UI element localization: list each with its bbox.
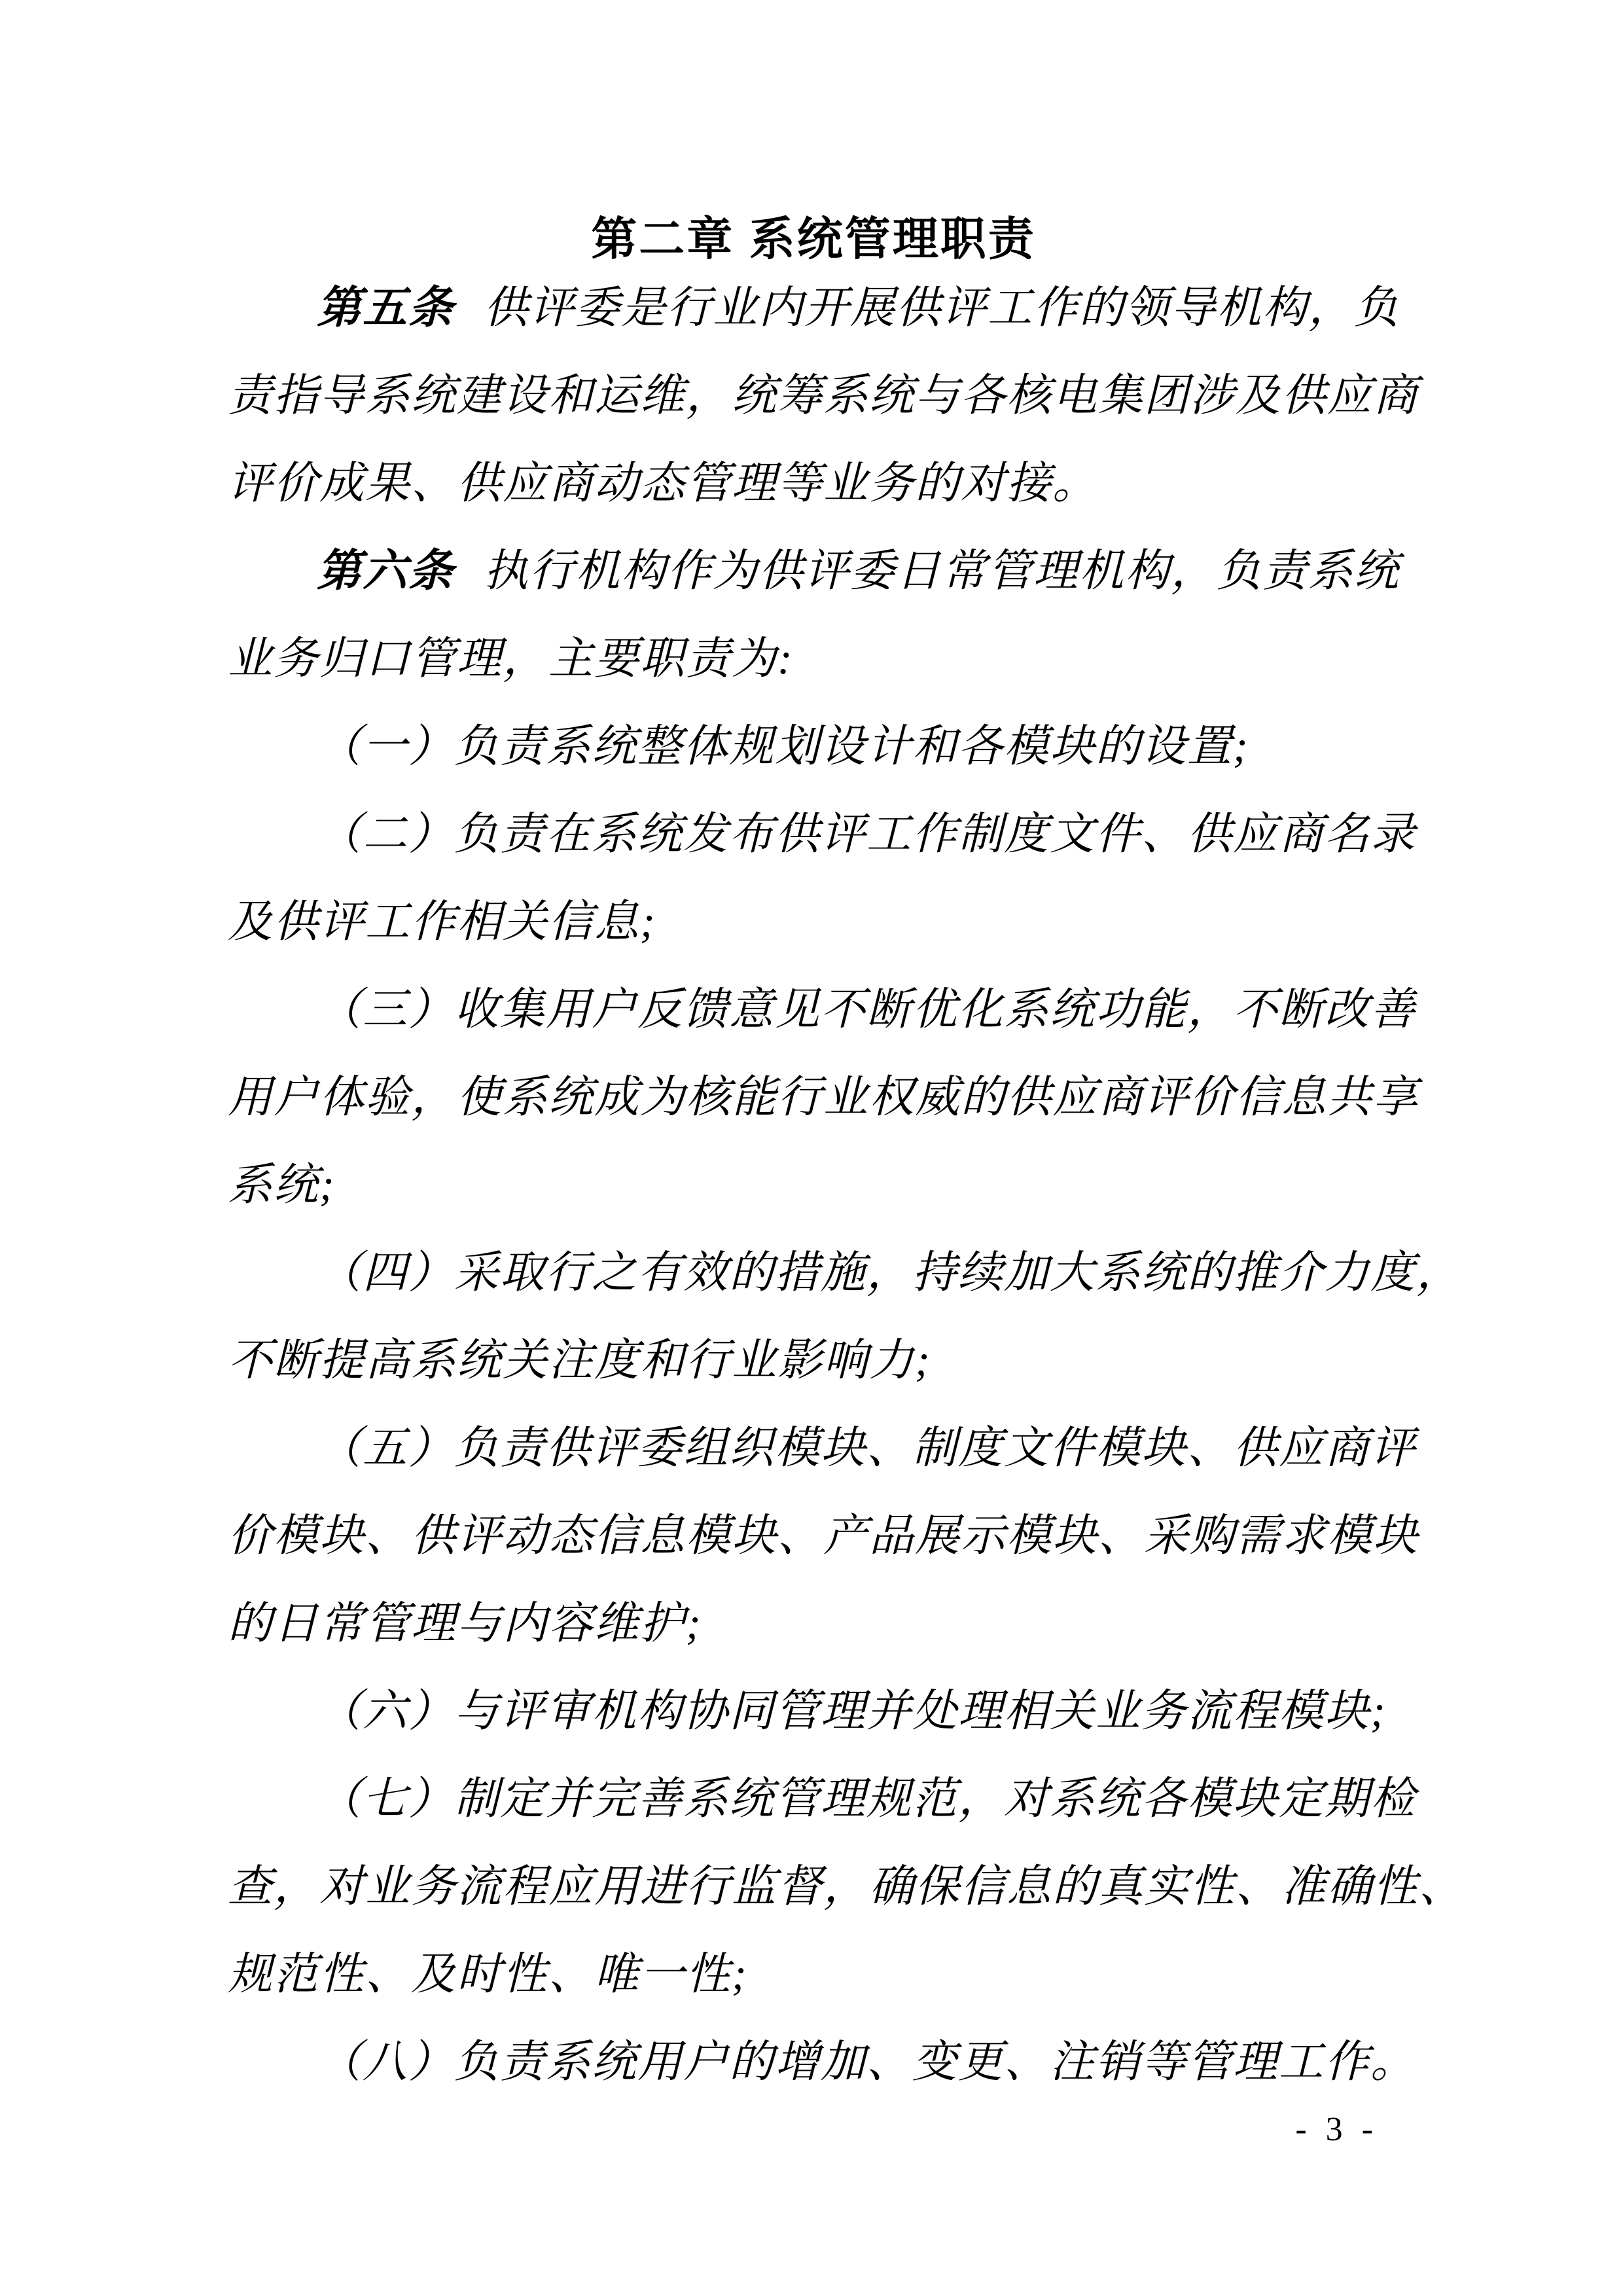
line-text: （二）负责在系统发布供评工作制度文件、供应商名录 <box>317 809 1417 859</box>
line-text: 系统; <box>228 1160 336 1210</box>
body-line <box>228 527 1399 615</box>
line-text: 评价成果、供应商动态管理等业务的对接。 <box>228 458 1099 508</box>
body-line <box>228 1404 1417 1492</box>
article-number-label: 第五条 <box>317 283 455 332</box>
line-text: （四）采取行之有效的措施，持续加大系统的推介力度， <box>317 1247 1463 1297</box>
body-line <box>228 1842 1465 1930</box>
body-line <box>228 702 1399 790</box>
article-number-label: 第六条 <box>317 546 455 596</box>
chapter-title: 第二章 系统管理职责 <box>591 213 1036 264</box>
body-line <box>228 1579 1399 1667</box>
body-line <box>228 264 1399 351</box>
line-text: 价模块、供评动态信息模块、产品展示模块、采购需求模块 <box>228 1511 1419 1560</box>
body-line <box>228 1053 1419 1141</box>
body-line <box>228 351 1419 439</box>
line-text: （七）制定并完善系统管理规范，对系统各模块定期检 <box>317 1774 1417 1823</box>
document-content <box>228 0 1465 2150</box>
line-text: 执行机构作为供评委日常管理机构，负责系统 <box>471 546 1400 596</box>
line-text: 供评委是行业内开展供评工作的领导机构，负 <box>471 283 1400 332</box>
line-text: （八）负责系统用户的增加、变更、注销等管理工作。 <box>317 2037 1417 2087</box>
line-text: （一）负责系统整体规划设计和各模块的设置; <box>317 721 1249 771</box>
body-line <box>228 1667 1399 1755</box>
line-text: （三）收集用户反馈意见不断优化系统功能，不断改善 <box>317 984 1417 1034</box>
line-text: 及供评工作相关信息; <box>228 897 656 946</box>
line-text: 规范性、及时性、唯一性; <box>228 1949 748 1999</box>
body-text <box>228 264 1465 2106</box>
body-line <box>228 1930 1399 2018</box>
page-number: - 3 - <box>1295 2111 1378 2148</box>
body-line <box>228 965 1417 1053</box>
body-line <box>228 2018 1417 2106</box>
line-text: （五）负责供评委组织模块、制度文件模块、供应商评 <box>317 1423 1417 1473</box>
line-text: 用户体验，使系统成为核能行业权威的供应商评价信息共享 <box>228 1072 1419 1122</box>
body-line <box>228 1755 1417 1842</box>
line-text: 业务归口管理，主要职责为: <box>228 634 794 683</box>
line-text: 的日常管理与内容维护; <box>228 1598 702 1648</box>
line-text: 责指导系统建设和运维，统筹系统与各核电集团涉及供应商 <box>228 370 1419 420</box>
line-text: 查，对业务流程应用进行监督，确保信息的真实性、准确性、 <box>228 1861 1465 1911</box>
body-line <box>228 1141 1399 1229</box>
body-line <box>228 1492 1419 1579</box>
body-line <box>228 615 1399 702</box>
body-line <box>228 439 1399 527</box>
body-line <box>228 878 1399 965</box>
line-text: （六）与评审机构协同管理并处理相关业务流程模块; <box>317 1686 1387 1736</box>
line-text: 不断提高系统关注度和行业影响力; <box>228 1335 931 1385</box>
body-line <box>228 1316 1399 1404</box>
body-line <box>228 1229 1463 1316</box>
body-line <box>228 790 1417 878</box>
